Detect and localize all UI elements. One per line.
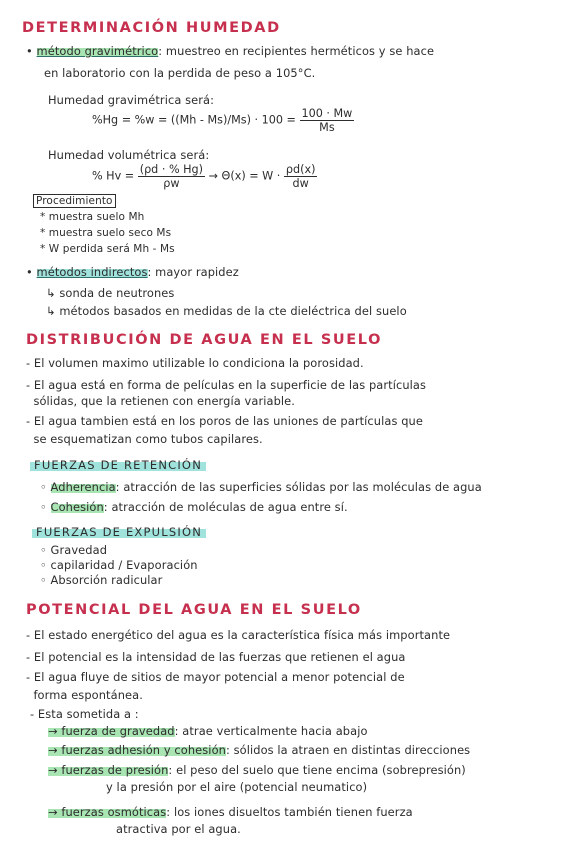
hg-formula — [92, 107, 354, 134]
pot-line: - Esta sometida a : — [30, 707, 139, 721]
grav-text-1: : muestreo en recipientes herméticos y se hace — [158, 44, 435, 58]
force-label: → fuerzas adhesión y cohesión — [48, 743, 226, 757]
indirect-text: : mayor rapidez — [147, 265, 239, 279]
indirect-line — [26, 265, 239, 279]
hv-frac-num: (ρd · % Hg) — [139, 163, 204, 176]
force-text: : sólidos la atraen en distintas direcciones — [225, 743, 471, 757]
pot-line: - El potencial es la intensidad de las fuerzas que retienen el agua — [26, 650, 406, 664]
retention-item — [40, 480, 482, 494]
force-label: → fuerzas de presión — [48, 763, 169, 777]
hg-formula-left: %Hg = %w = ((Mh - Ms)/Ms) · 100 = — [92, 113, 296, 127]
proc-item: * muestra suelo seco Ms — [40, 227, 172, 239]
hv-frac-den: ρw — [163, 177, 180, 190]
hv-label: Humedad volumétrica será: — [48, 148, 210, 162]
proc-item: * muestra suelo Mh — [40, 211, 145, 223]
force-continuation: atractiva por el agua. — [116, 822, 241, 836]
procedure-box — [33, 194, 116, 208]
pot-line: - El agua fluye de sitios de mayor potencial a menor potencial de — [26, 670, 405, 684]
section-title-distribucion: DISTRIBUCIÓN DE AGUA EN EL SUELO — [26, 332, 383, 348]
force-item — [48, 724, 368, 738]
hg-frac-den: Ms — [319, 121, 335, 134]
force-item — [48, 743, 470, 757]
force-continuation: y la presión por el aire (potencial neumatico) — [106, 780, 368, 794]
force-item — [48, 763, 466, 777]
expulsion-item: ◦ capilaridad / Evaporación — [40, 558, 198, 572]
expulsion-title: FUERZAS DE EXPULSIÓN — [32, 525, 206, 539]
expulsion-item: ◦ Absorción radicular — [40, 573, 163, 587]
grav-method-label: método gravimétrico — [36, 44, 159, 58]
dist-line: sólidas, que la retienen con energía variable. — [26, 394, 296, 408]
grav-line-1 — [26, 44, 434, 58]
dist-line: - El volumen maximo utilizable lo condiciona la porosidad. — [26, 356, 364, 370]
retention-item — [40, 500, 348, 514]
section-title-determinacion: DETERMINACIÓN HUMEDAD — [22, 20, 281, 36]
bullet: • — [26, 265, 37, 279]
retention-title: FUERZAS DE RETENCIÓN — [30, 458, 206, 472]
indirect-item: ↳ métodos basados en medidas de la cte dieléctrica del suelo — [46, 304, 407, 318]
hv-formula-left: % Hv = — [92, 169, 135, 183]
hv-fraction — [138, 163, 205, 190]
force-text: : atrae verticalmente hacia abajo — [174, 724, 368, 738]
procedure-label: Procedimiento — [33, 194, 116, 208]
force-label: → fuerzas osmóticas — [48, 805, 167, 819]
force-label: → fuerza de gravedad — [48, 724, 175, 738]
retention-label: Adherencia — [50, 480, 116, 494]
hg-frac-num: 100 · Mw — [301, 107, 353, 120]
dist-line: se esquematizan como tubos capilares. — [26, 432, 263, 446]
force-text: : el peso del suelo que tiene encima (sobrepresión) — [168, 763, 466, 777]
dist-line: - El agua tambien está en los poros de las uniones de partículas que — [26, 414, 423, 428]
force-item — [48, 805, 413, 819]
dist-line: - El agua está en forma de películas en la superficie de las partículas — [26, 378, 427, 392]
hv-frac2-num: ρd(x) — [285, 163, 316, 176]
grav-text-2: en laboratorio con la perdida de peso a 105°C. — [44, 66, 316, 80]
force-text: : los iones disueltos también tienen fuerza — [166, 805, 413, 819]
hg-label: Humedad gravimétrica será: — [48, 93, 215, 107]
pot-line: forma espontánea. — [26, 688, 143, 702]
hv-frac2-den: dw — [292, 177, 309, 190]
retention-text: : atracción de moléculas de agua entre sí. — [103, 500, 348, 514]
expulsion-item: ◦ Gravedad — [40, 543, 108, 557]
indirect-item: ↳ sonda de neutrones — [46, 286, 175, 300]
retention-text: : atracción de las superficies sólidas por las moléculas de agua — [115, 480, 482, 494]
hv-formula — [92, 163, 317, 190]
bullet: • — [26, 44, 37, 58]
bullet: ◦ — [40, 500, 51, 514]
hg-fraction — [300, 107, 355, 134]
proc-item: * W perdida será Mh - Ms — [40, 243, 175, 255]
retention-label: Cohesión — [50, 500, 104, 514]
indirect-method-label: métodos indirectos — [36, 265, 148, 279]
section-title-potencial: POTENCIAL DEL AGUA EN EL SUELO — [26, 602, 362, 618]
hv-formula-mid: → Θ(x) = W · — [208, 169, 281, 183]
hv-fraction-2 — [284, 163, 318, 190]
pot-line: - El estado energético del agua es la característica física más importante — [26, 628, 451, 642]
bullet: ◦ — [40, 480, 51, 494]
